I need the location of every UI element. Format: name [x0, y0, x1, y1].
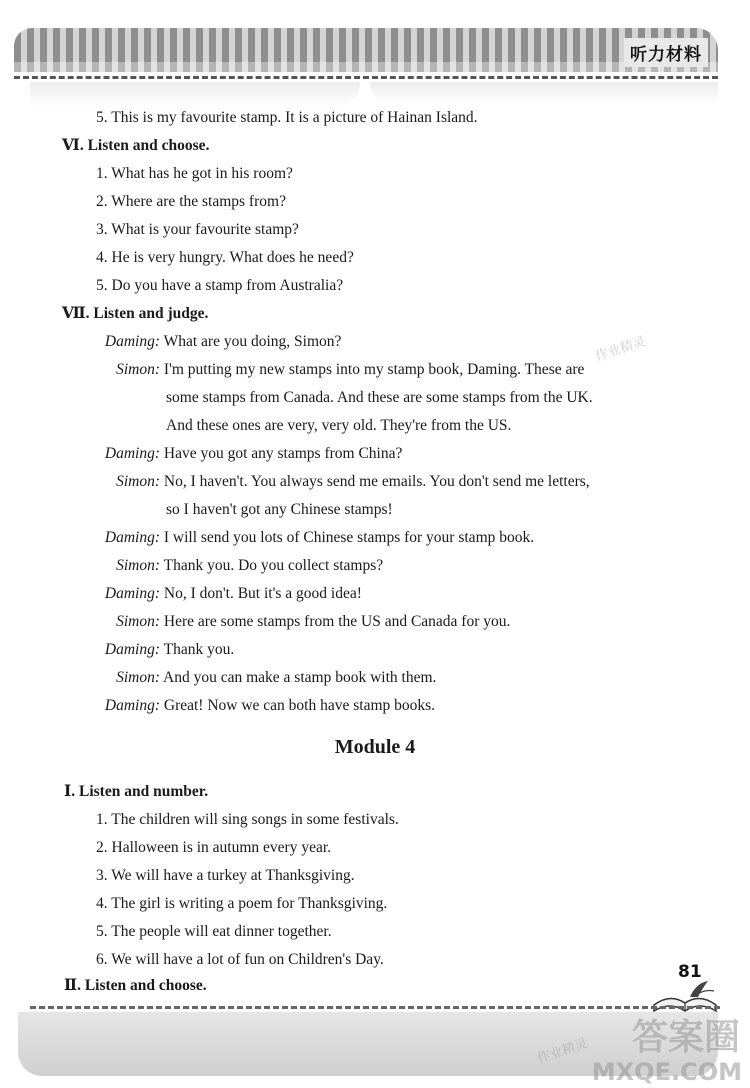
dialogue-text: I'm putting my new stamps into my stamp book, Daming. These are — [163, 361, 585, 378]
speaker-label: Daming: — [104, 585, 160, 602]
list-item: 5. Do you have a stamp from Australia? — [96, 277, 344, 294]
header-divider — [14, 76, 718, 79]
list-item: 3. What is your favourite stamp? — [96, 221, 299, 238]
page-number: 81 — [678, 962, 702, 982]
dialogue-text: Thank you. Do you collect stamps? — [163, 557, 384, 574]
speaker-label: Simon: — [116, 473, 160, 490]
dialogue-turn — [94, 472, 590, 492]
speaker-label: Daming: — [104, 333, 160, 350]
list-item: 5. The people will eat dinner together. — [96, 923, 332, 940]
dialogue-text: Great! Now we can both have stamp books. — [163, 697, 436, 714]
section-heading-6: Ⅵ. Listen and choose. — [62, 137, 210, 154]
speaker-label: Daming: — [104, 697, 160, 714]
dialogue-text: so I haven't got any Chinese stamps! — [166, 501, 393, 518]
dialogue-turn — [94, 556, 383, 576]
speaker-label: Daming: — [104, 641, 160, 658]
dialogue-turn — [94, 584, 362, 604]
footer-divider — [30, 1006, 720, 1009]
list-item: 3. We will have a turkey at Thanksgiving. — [96, 867, 355, 884]
watermark-stamp: 作业精灵 — [535, 1036, 590, 1067]
dialogue-turn — [94, 360, 584, 380]
speaker-label: Simon: — [116, 361, 160, 378]
dialogue-turn — [94, 612, 510, 632]
section-heading-2: Ⅱ. Listen and choose. — [64, 977, 207, 994]
header-band — [14, 28, 718, 72]
list-item: 2. Where are the stamps from? — [96, 193, 286, 210]
header-swoosh-left — [30, 82, 360, 108]
list-item: 6. We will have a lot of fun on Children's Day. — [96, 951, 384, 968]
speaker-label: Daming: — [104, 445, 160, 462]
dialogue-turn — [94, 528, 534, 548]
dialogue-text: What are you doing, Simon? — [163, 333, 342, 350]
watermark-stamp: 作业精灵 — [593, 334, 648, 365]
dialogue-turn — [94, 640, 234, 660]
dialogue-text: And these ones are very, very old. They're from the US. — [166, 417, 512, 434]
dialogue-text: Thank you. — [163, 641, 235, 658]
dialogue-text: I will send you lots of Chinese stamps for your stamp book. — [163, 529, 535, 546]
watermark-url: MXQE.COM — [591, 1058, 742, 1086]
speaker-label: Simon: — [116, 669, 160, 686]
speaker-label: Daming: — [104, 529, 160, 546]
list-item: 1. What has he got in his room? — [96, 165, 293, 182]
dialogue-text: No, I don't. But it's a good idea! — [163, 585, 362, 602]
header-swoosh-right — [370, 82, 718, 104]
dialogue-text: No, I haven't. You always send me emails. You don't send me letters, — [163, 473, 590, 490]
list-item: 2. Halloween is in autumn every year. — [96, 839, 332, 856]
module-title: Module 4 — [334, 736, 416, 758]
list-item: 4. He is very hungry. What does he need? — [96, 249, 354, 266]
dialogue-text: And you can make a stamp book with them. — [163, 669, 437, 686]
speaker-label: Simon: — [116, 557, 160, 574]
dialogue-turn — [94, 332, 341, 352]
header-title: 听力材料 — [624, 38, 708, 67]
list-item: 4. The girl is writing a poem for Thanksgiving. — [96, 895, 388, 912]
speaker-label: Simon: — [116, 613, 160, 630]
list-item: 1. The children will sing songs in some festivals. — [96, 811, 399, 828]
dialogue-turn — [94, 696, 435, 716]
list-item: 5. This is my favourite stamp. It is a picture of Hainan Island. — [96, 109, 478, 126]
watermark-logo: 答案圈 — [631, 1017, 740, 1058]
dialogue-text: Here are some stamps from the US and Canada for you. — [163, 613, 511, 630]
dialogue-text: some stamps from Canada. And these are some stamps from the UK. — [166, 389, 593, 406]
dialogue-turn — [94, 668, 436, 688]
dialogue-turn — [94, 444, 402, 464]
dialogue-text: Have you got any stamps from China? — [163, 445, 403, 462]
section-heading-1: Ⅰ. Listen and number. — [64, 783, 209, 800]
section-heading-7: Ⅶ. Listen and judge. — [62, 305, 209, 322]
